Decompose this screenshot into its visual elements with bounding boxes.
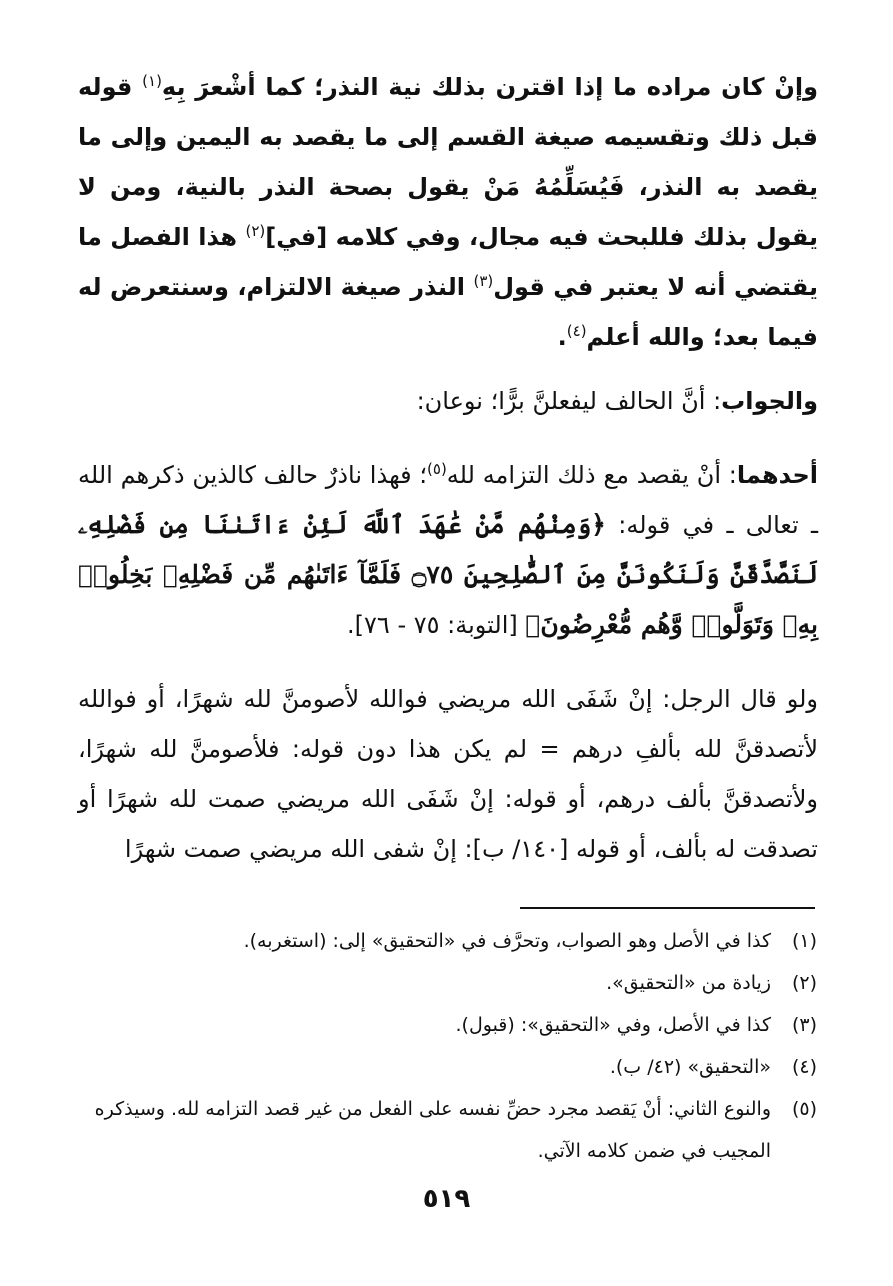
text-span: : أنَّ الحالف ليفعلنَّ برًّا؛ نوعان: (416, 387, 722, 415)
paragraph-3 (78, 450, 818, 650)
footnote-ref-1[interactable]: (١) (142, 72, 162, 90)
footnote-ref-3[interactable]: (٣) (473, 272, 494, 290)
footnote-text: كذا في الأصل وهو الصواب، وتحرَّف في «التحقيق» إلى: (استغربه). (243, 930, 771, 952)
footnote-ref-2[interactable]: (٢) (245, 222, 266, 240)
footnote-ref-4[interactable]: (٤) (566, 322, 587, 340)
footnote-number: (٢) (791, 972, 817, 994)
page-number: ٥١٩ (422, 1184, 471, 1214)
paragraph-1 (78, 62, 818, 362)
footnote-number: (٣) (791, 1014, 817, 1036)
text-span: قوله قبل ذلك وتقسيمه صيغة القسم إلى ما يقصد به اليمين وإلى ما يقصد به النذر، فَيُسَلِّمُهُ مَنْ يقول بصحة النذر بالنية، ومن لا يقول بذلك فللبحث فيه مجال، وفي كلامه [في] (78, 73, 818, 251)
footnote-item (75, 1046, 817, 1088)
footnote-text: زيادة من «التحقيق». (606, 972, 771, 994)
text-span: . (557, 323, 567, 351)
text-span: النذر صيغة الالتزام، وسنتعرض له فيما بعد؛ والله أعلم (78, 273, 818, 351)
footnote-number: (٤) (791, 1056, 817, 1078)
quran-verse: ﴿وَمِنْهُم مَّنْ عَٰهَدَ ٱللَّهَ لَئِنْ ءَاتَىٰنَا مِن فَضْلِهِۦ لَنَصَّدَّقَنَّ وَلَنَكُونَنَّ مِنَ ٱلصَّٰلِحِينَ ۝٧٥ فَلَمَّآ ءَاتَىٰهُم مِّن فَضْلِهِۦ بَخِلُوا۟ بِهِۦ وَتَوَلَّوا۟ وَّهُم مُّعْرِضُونَ﴾ (78, 510, 818, 639)
paragraph-2 (78, 376, 818, 426)
footnote-item (75, 1088, 817, 1172)
footnote-text: كذا في الأصل، وفي «التحقيق»: (قبول). (455, 1014, 771, 1036)
text-span: ؛ فهذا ناذرٌ حالف كالذين ذكرهم الله ـ تعالى ـ في قوله: (78, 461, 818, 539)
first-type-heading: أحدهما (736, 461, 819, 489)
text-span: هذا الفصل ما يقتضي أنه لا يعتبر في قول (78, 223, 818, 301)
page-body (78, 62, 818, 874)
paragraph-4: ولو قال الرجل: إنْ شَفَى الله مريضي فوالله لأصومنَّ لله شهرًا، أو فوالله لأتصدقنَّ لله بألفِ درهم = لم يكن هذا دون قوله: فلأصومنَّ لله شهرًا، ولأتصدقنَّ بألف درهم، أو قوله: إنْ شَفَى الله مريضي صمت لله شهرًا أو تصدقت له بألف، أو قوله [١٤٠/ ب]: إنْ شفى الله مريضي صمت شهرًا (78, 685, 818, 863)
text-span: : أنْ يقصد مع ذلك التزامه لله (446, 461, 737, 489)
footnote-item (75, 962, 817, 1004)
footnotes (75, 920, 817, 1172)
footnote-number: (٥) (791, 1098, 817, 1120)
footnote-text: «التحقيق» (٤٢/ ب). (609, 1056, 771, 1078)
footnote-item (75, 920, 817, 962)
verse-reference: [التوبة: ٧٥ - ٧٦]. (347, 611, 526, 639)
text-span: وإنْ كان مراده ما إذا اقترن بذلك نية النذر؛ كما أشْعرَ بِهِ (161, 73, 819, 101)
footnote-text: والنوع الثاني: أنْ يَقصد مجرد حضِّ نفسه على الفعل من غير قصد التزامه لله. وسيذكره المجيب في ضمن كلامه الآتي. (94, 1098, 771, 1162)
answer-heading: والجواب (721, 387, 818, 415)
footnote-item (75, 1004, 817, 1046)
footnote-number: (١) (791, 930, 817, 952)
footnote-ref-5[interactable]: (٥) (427, 460, 447, 478)
footnote-separator (520, 907, 815, 909)
main-text (78, 62, 818, 874)
